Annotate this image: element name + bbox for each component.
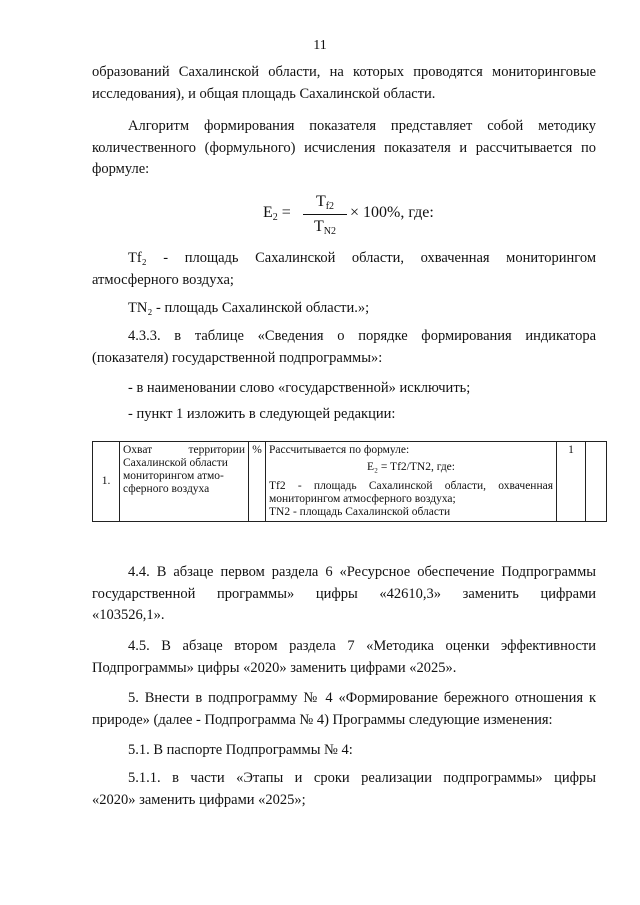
cell-number: 1. [93, 442, 120, 522]
text-line: 5.1.1. в части «Этапы и сроки реализации подпрограммы» цифры [128, 770, 596, 786]
page-number: 11 [313, 38, 327, 53]
text-line: образований Сахалинской области, на которых проводятся мониторинговые [92, 64, 596, 80]
text-line: Подпрограммы» цифры «2020» заменить цифрами «2025». [92, 659, 457, 676]
formula-numerator: $T_{f2}$ [315, 193, 335, 212]
cell-line: Tf2 - площадь Сахалинской области, охваченная [269, 480, 553, 492]
text-line: «2020» заменить цифрами «2025»; [92, 791, 306, 808]
formula-denominator: $T_{N2}$ [313, 218, 336, 237]
formula-lhs: $E_2$ = [263, 204, 291, 223]
paragraph-4-5 [92, 636, 596, 679]
text-line: 4.3.3. в таблице «Сведения о порядке формирования индикатора [128, 328, 596, 344]
cell-line: Охват территории [123, 444, 245, 456]
cell-unit: % [249, 442, 266, 522]
definition-tf2 [92, 248, 596, 291]
cell-line: мониторингом атмосферного воздуха; [269, 493, 456, 505]
cell-line: сферного воздуха [123, 483, 210, 495]
formula-fraction [303, 192, 347, 237]
paragraph-intro [92, 62, 596, 105]
text-line: исследования), и общая площадь Сахалинской области. [92, 85, 436, 102]
paragraph-4-3-3 [92, 326, 596, 369]
text-line: формуле: [92, 161, 150, 177]
text-line: TN₂ - площадь Сахалинской области.»; [128, 300, 370, 316]
paragraph-5-1-1 [92, 768, 596, 811]
cell-value: 1 [557, 442, 586, 522]
text-line: Tf₂ - площадь Сахалинской области, охваченная мониторингом [128, 250, 596, 266]
text-line: 4.4. В абзаце первом раздела 6 «Ресурсное обеспечение Подпрограммы [128, 564, 596, 580]
text-line: 5. Внести в подпрограмму № 4 «Формирование бережного отношения к [128, 690, 596, 706]
text-line: природе» (далее - Подпрограмма № 4) Программы следующие изменения: [92, 711, 553, 728]
fraction-bar [303, 214, 347, 215]
text-line: государственной программы» цифры «42610,3» заменить цифрами [92, 585, 596, 602]
text-line: 5.1. В паспорте Подпрограммы № 4: [128, 742, 353, 758]
text-line: атмосферного воздуха; [92, 271, 234, 288]
cell-empty [586, 442, 607, 522]
cell-calculation [266, 442, 557, 522]
text-line: 4.5. В абзаце втором раздела 7 «Методика оценки эффективности [128, 638, 596, 654]
definition-tn2 [92, 298, 596, 320]
paragraph-5-1 [92, 740, 596, 762]
text-line: - в наименовании слово «государственной» исключить; [128, 380, 471, 396]
bullet-remove-word [92, 378, 596, 400]
paragraph-4-4 [92, 562, 596, 627]
cell-indicator-name [120, 442, 249, 522]
table-row [93, 442, 607, 522]
indicator-table [92, 441, 607, 522]
bullet-item-1 [92, 404, 596, 426]
cell-line: TN2 - площадь Сахалинской области [269, 506, 451, 518]
text-line: Алгоритм формирования показателя представляет собой методику [128, 118, 596, 134]
text-line: «103526,1». [92, 607, 165, 623]
cell-formula: E₂ = Tf2/TN2, где: [367, 461, 455, 473]
cell-line: Сахалинской области [123, 457, 228, 469]
formula-block [0, 192, 640, 242]
cell-line: мониторингом атмо- [123, 470, 224, 482]
cell-line: Рассчитывается по формуле: [269, 444, 410, 456]
text-line: количественного (формульного) исчисления показателя и рассчитывается по [92, 139, 596, 156]
paragraph-algorithm [92, 116, 596, 181]
formula-rhs: × 100%, где: [350, 204, 434, 221]
paragraph-5 [92, 688, 596, 731]
text-line: (показателя) государственной подпрограммы»: [92, 349, 383, 366]
text-line: - пункт 1 изложить в следующей редакции: [128, 406, 396, 422]
